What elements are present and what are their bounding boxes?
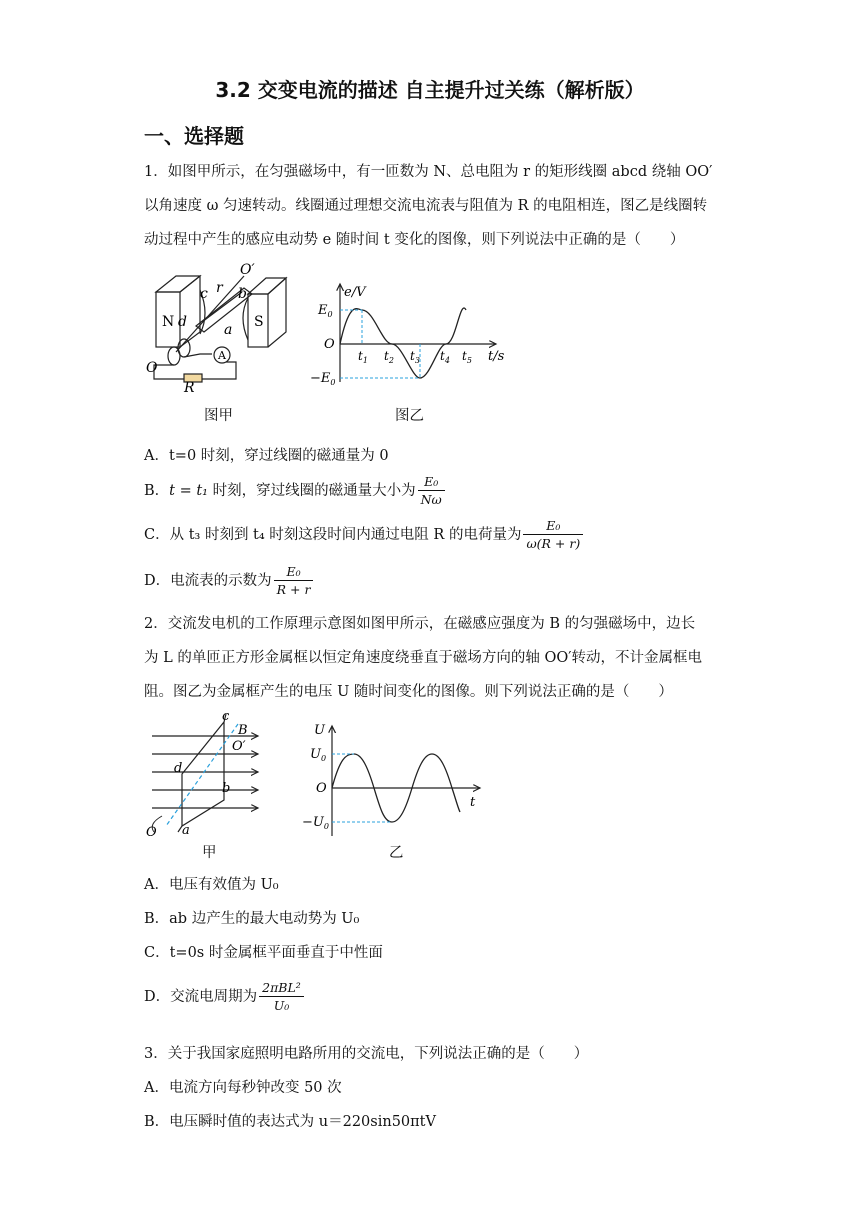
label-b: b (238, 286, 247, 302)
y-axis-label: U (314, 723, 325, 738)
q2-option-d-text: D．交流电周期为 (144, 989, 258, 1005)
q1-figure-b-caption: 图乙 (395, 408, 424, 424)
x-axis-label: t/s (488, 349, 505, 364)
q1-option-c-fraction: $\frac{\text{E₀}}{\omega(R + r)}$ (523, 518, 583, 552)
q1-line-1: 1．如图甲所示，在匀强磁场中，有一匝数为 N、总电阻为 r 的矩形线圈 abcd 绕轴 OO′ (144, 164, 713, 180)
u0-label: $U_0$ (310, 747, 327, 763)
label-s: S (254, 314, 264, 330)
q2-option-c: C．t=0s 时金属框平面垂直于中性面 (144, 945, 383, 961)
label-c: c (200, 286, 208, 302)
label-d: d (174, 761, 183, 776)
q1-option-b-text: 时刻，穿过线圈的磁通量大小为 (208, 483, 416, 499)
e0-label: $E_0$ (318, 303, 333, 319)
q1-option-a: A．t=0 时刻，穿过线圈的磁通量为 0 (144, 448, 389, 464)
section-heading: 一、选择题 (144, 124, 244, 148)
q1-option-b-prefix: B． (144, 483, 170, 499)
label-o-prime: O′ (240, 262, 255, 278)
q2-option-b: B．ab 边产生的最大电动势为 U₀ (144, 911, 360, 927)
q1-option-c (144, 518, 585, 552)
q1-option-d-text: D．电流表的示数为 (144, 573, 272, 589)
ammeter-label: A (218, 349, 226, 362)
label-o: O (146, 360, 158, 376)
q1-option-b (144, 474, 447, 508)
label-resistor: R (184, 380, 195, 392)
q1-line-3: 动过程中产生的感应电动势 e 随时间 t 变化的图像，则下列说法中正确的是（ ） (144, 232, 685, 248)
label-b-field: B (238, 723, 248, 738)
q1-line-2: 以角速度 ω 匀速转动。线圈通过理想交流电流表与阻值为 R 的电阻相连，图乙是线圈转 (144, 198, 708, 214)
q3-stem: 3．关于我国家庭照明电路所用的交流电，下列说法正确的是（ ） (144, 1046, 589, 1062)
question-1-stem (144, 155, 716, 257)
q2-voltage-graph (302, 718, 492, 840)
label-a: a (182, 823, 190, 838)
q2-option-d-fraction: $\frac{\text{2πBL²}}{\text{U₀}}$ (259, 980, 304, 1014)
tick-t3: $t_3$ (410, 349, 420, 365)
q1-option-c-text: C．从 t₃ 时刻到 t₄ 时刻这段时间内通过电阻 R 的电荷量为 (144, 527, 522, 543)
q1-option-d-fraction: $\frac{\text{E₀}}{R + r}$ (274, 564, 314, 598)
label-c: c (222, 709, 230, 724)
q1-emf-graph (308, 278, 520, 388)
q1-figure-a-caption: 图甲 (204, 408, 233, 424)
neg-e0-label: $-E_0$ (310, 371, 336, 387)
label-d: d (178, 314, 187, 330)
q1-option-b-condition: t = t₁ (169, 483, 208, 499)
neg-u0-label: $-U_0$ (302, 815, 329, 831)
q2-line-3: 阻。图乙为金属框产生的电压 U 随时间变化的图像。则下列说法正确的是（ ） (144, 684, 673, 700)
label-a: a (224, 322, 233, 338)
label-b: b (222, 781, 231, 796)
q2-option-d (144, 980, 306, 1014)
origin-label: O (324, 337, 335, 352)
label-o-prime: O′ (232, 739, 246, 754)
question-2-stem (144, 607, 716, 709)
label-r: r (216, 280, 223, 296)
tick-t4: $t_4$ (440, 349, 450, 365)
q2-option-a: A．电压有效值为 U₀ (144, 877, 279, 893)
x-axis-label: t (470, 795, 476, 810)
q2-line-2: 为 L 的单匝正方形金属框以恒定角速度绕垂直于磁场方向的轴 OO′转动，不计金属框电 (144, 650, 703, 666)
label-n: N (162, 314, 175, 330)
q2-frame-figure (138, 708, 268, 840)
q2-line-1: 2．交流发电机的工作原理示意图如图甲所示，在磁感应强度为 B 的匀强磁场中，边长 (144, 616, 696, 632)
page-title: 3.2 交变电流的描述 自主提升过关练（解析版） (215, 78, 645, 102)
q1-option-b-fraction: $\frac{\text{E₀}}{N\omega}$ (418, 474, 445, 508)
q3-option-b: B．电压瞬时值的表达式为 u＝220sin50πtV (144, 1114, 436, 1130)
label-o: O (146, 825, 157, 840)
q1-generator-figure (140, 262, 300, 392)
tick-t5: $t_5$ (462, 349, 472, 365)
y-axis-label: e/V (344, 285, 366, 300)
q3-option-a: A．电流方向每秒钟改变 50 次 (144, 1080, 342, 1096)
q2-figure-a-caption: 甲 (202, 845, 217, 861)
origin-label: O (316, 781, 327, 796)
tick-t2: $t_2$ (384, 349, 394, 365)
q1-option-d (144, 564, 315, 598)
q2-figure-b-caption: 乙 (389, 845, 404, 861)
tick-t1: $t_1$ (358, 349, 368, 365)
